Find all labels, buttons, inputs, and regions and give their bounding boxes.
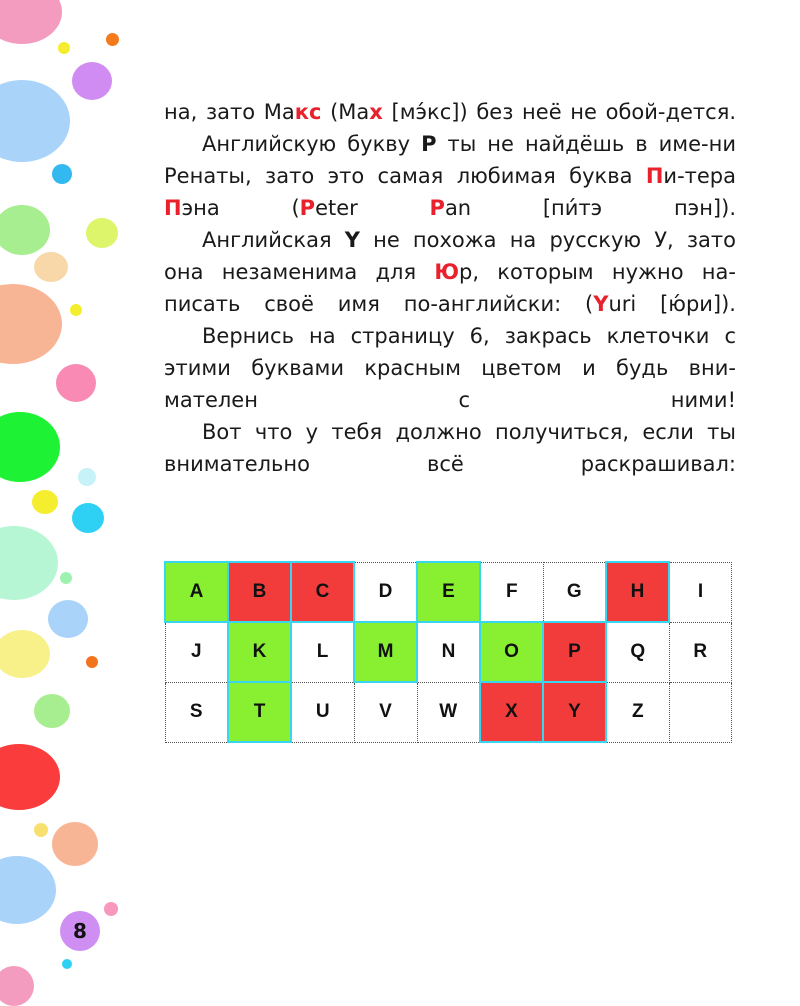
text-span: на, зато Ма bbox=[164, 100, 295, 124]
grid-cell: V bbox=[354, 682, 417, 742]
grid-cell: Q bbox=[606, 622, 669, 682]
body-text bbox=[164, 96, 736, 480]
decorative-dots bbox=[0, 0, 140, 1000]
decor-dot bbox=[0, 526, 58, 600]
text-span: Английскую букву bbox=[202, 132, 422, 156]
decor-dot bbox=[104, 902, 118, 916]
grid-cell: L bbox=[291, 622, 354, 682]
highlight-letters: P bbox=[429, 196, 445, 220]
grid-cell: P bbox=[543, 622, 606, 682]
paragraph-1 bbox=[164, 96, 736, 128]
decor-dot bbox=[78, 468, 96, 486]
bold-letter: P bbox=[421, 132, 437, 156]
text-span: р, которым нужно на-писать своё имя по-английски: ( bbox=[164, 260, 736, 316]
paragraph-5: Вот что у тебя должно получиться, если ты внимательно всё раскрашивал: bbox=[164, 420, 736, 476]
paragraph-3 bbox=[164, 224, 736, 320]
highlight-letters: P bbox=[299, 196, 316, 220]
grid-cell: D bbox=[354, 562, 417, 622]
decor-dot bbox=[72, 503, 104, 533]
decor-dot bbox=[0, 205, 50, 255]
text-span: не похожа на русскую У, зато она незаменима для bbox=[164, 228, 736, 284]
text-span: uri [ю́ри]). bbox=[608, 292, 736, 316]
grid-cell: G bbox=[543, 562, 606, 622]
decor-dot bbox=[52, 164, 72, 184]
grid-cell: M bbox=[354, 622, 417, 682]
grid-row bbox=[165, 622, 732, 682]
decor-dot bbox=[106, 33, 119, 46]
grid-cell: B bbox=[228, 562, 291, 622]
grid-cell: N bbox=[417, 622, 480, 682]
decor-dot bbox=[0, 966, 34, 1006]
decor-dot bbox=[70, 304, 82, 316]
highlight-letters: П bbox=[645, 164, 664, 188]
highlight-letters: Y bbox=[593, 292, 609, 316]
page-number: 8 bbox=[60, 911, 100, 951]
highlight-letters: x bbox=[369, 100, 383, 124]
grid-cell: H bbox=[606, 562, 669, 622]
grid-cell: W bbox=[417, 682, 480, 742]
text-span: an [пи́тэ пэн]). bbox=[444, 196, 736, 220]
decor-dot bbox=[34, 252, 68, 282]
decor-dot bbox=[0, 856, 56, 924]
decor-dot bbox=[72, 62, 112, 100]
grid-cell: T bbox=[228, 682, 291, 742]
bold-letter: Y bbox=[344, 228, 360, 252]
alphabet-grid bbox=[164, 561, 732, 743]
decor-dot bbox=[0, 0, 62, 44]
highlight-letters: Ю bbox=[434, 260, 459, 284]
grid-cell: Y bbox=[543, 682, 606, 742]
text-span: эна ( bbox=[181, 196, 300, 220]
decor-dot bbox=[62, 959, 72, 969]
decor-dot bbox=[0, 284, 62, 364]
text-span: и-тера bbox=[663, 164, 736, 188]
grid-cell: O bbox=[480, 622, 543, 682]
grid-cell: R bbox=[669, 622, 732, 682]
grid-cell bbox=[669, 682, 732, 742]
decor-dot bbox=[34, 823, 48, 837]
text-span: eter bbox=[315, 196, 430, 220]
decor-dot bbox=[86, 218, 118, 248]
text-span: (Ма bbox=[321, 100, 370, 124]
grid-cell: F bbox=[480, 562, 543, 622]
text-span: ты не найдёшь в име-ни Ренаты, зато это самая любимая буква bbox=[164, 132, 736, 188]
decor-dot bbox=[60, 572, 72, 584]
grid-cell: J bbox=[165, 622, 228, 682]
grid-cell: Z bbox=[606, 682, 669, 742]
grid-cell: X bbox=[480, 682, 543, 742]
highlight-letters: кс bbox=[294, 100, 322, 124]
highlight-letters: П bbox=[164, 196, 182, 220]
grid-row bbox=[165, 682, 732, 742]
grid-cell: E bbox=[417, 562, 480, 622]
decor-dot bbox=[0, 412, 60, 482]
grid-cell: A bbox=[165, 562, 228, 622]
decor-dot bbox=[48, 600, 88, 638]
decor-dot bbox=[0, 80, 70, 162]
decor-dot bbox=[58, 42, 70, 54]
decor-dot bbox=[0, 630, 50, 678]
grid-cell: C bbox=[291, 562, 354, 622]
text-span: [мэ́кс]) без неё не обой-дется. bbox=[382, 100, 736, 124]
grid-cell: K bbox=[228, 622, 291, 682]
decor-dot bbox=[52, 822, 98, 866]
grid-cell: I bbox=[669, 562, 732, 622]
decor-dot bbox=[56, 364, 96, 402]
paragraph-4: Вернись на страницу 6, закрась клеточки с этими буквами красным цветом и будь вни-мателен с ними! bbox=[164, 324, 736, 412]
text-span: Английская bbox=[202, 228, 345, 252]
grid-cell: U bbox=[291, 682, 354, 742]
decor-dot bbox=[32, 490, 58, 514]
decor-dot bbox=[0, 744, 60, 810]
grid-cell: S bbox=[165, 682, 228, 742]
grid-row bbox=[165, 562, 732, 622]
paragraph-2 bbox=[164, 128, 736, 224]
decor-dot bbox=[86, 656, 98, 668]
decor-dot bbox=[34, 694, 70, 728]
